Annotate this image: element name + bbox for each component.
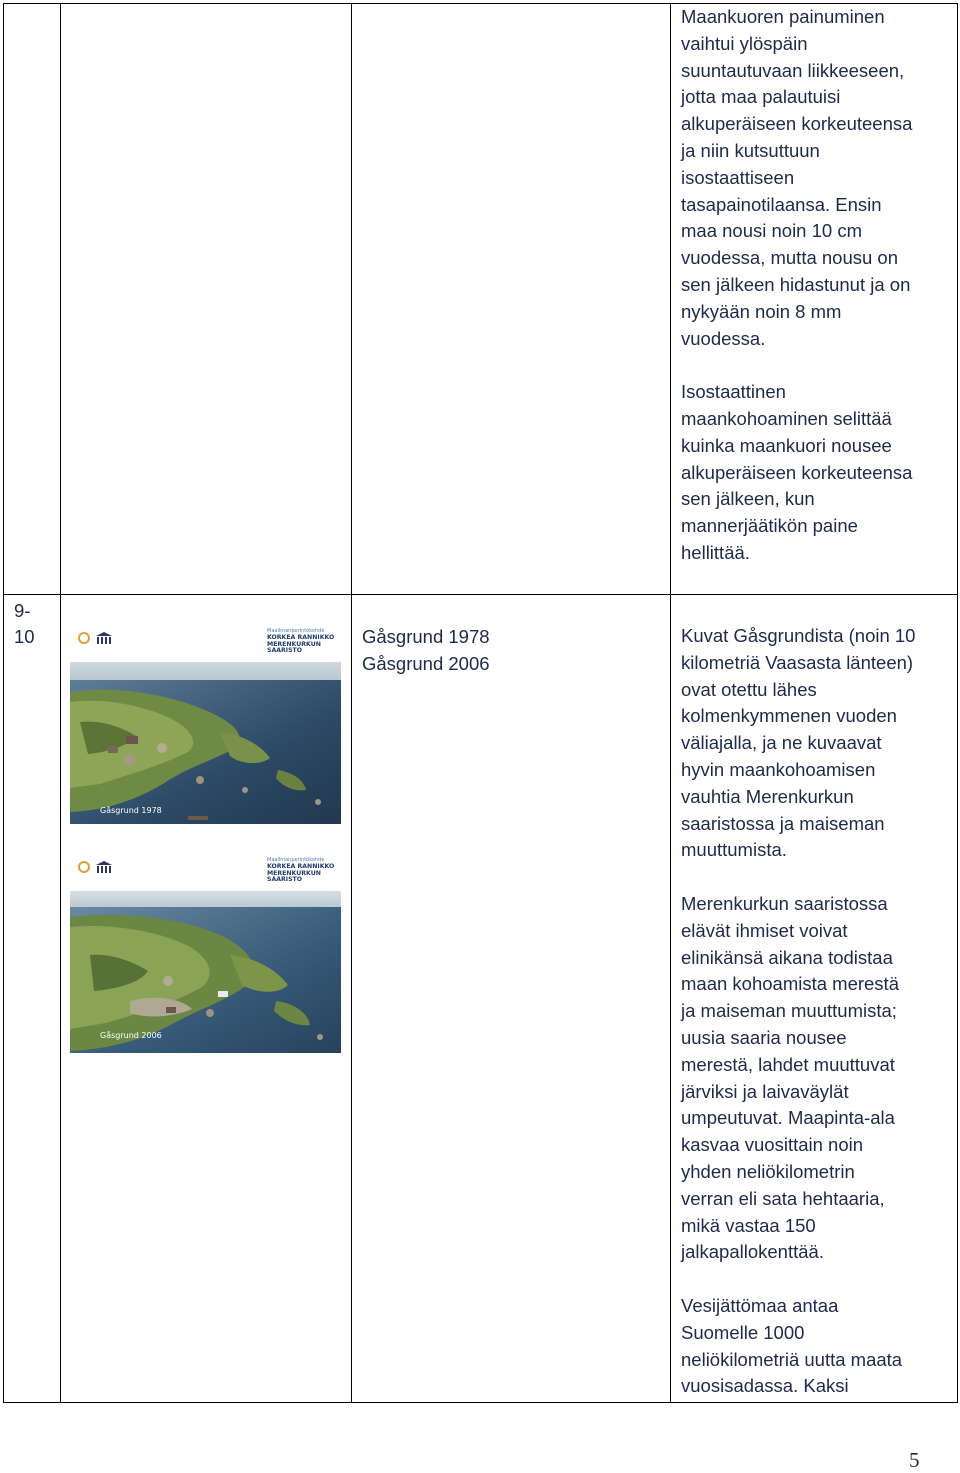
aerial-image-2006 (70, 891, 341, 1053)
unesco-temple-icon (96, 632, 112, 644)
heritage-logos (78, 632, 112, 644)
row-9-10-description (681, 623, 953, 1400)
heritage-logos (78, 861, 112, 873)
aerial-photo (70, 891, 341, 1053)
brand-logo: Maailmanperintökohde KORKEA RANNIKKO MERENKURKUN SAARISTO (267, 628, 335, 655)
table-column-divider-2 (351, 3, 352, 1403)
continued-row-description (681, 4, 951, 567)
world-heritage-icon (78, 861, 90, 873)
caption-2006: Gåsgrund 2006 (362, 653, 490, 674)
photo-gasgrund-1978 (70, 626, 341, 824)
photo-label: Gåsgrund 1978 (100, 806, 162, 815)
world-heritage-icon (78, 632, 90, 644)
table-border-right (957, 3, 958, 1403)
photo-captions (362, 623, 490, 677)
table-row-divider (3, 594, 958, 595)
description-paragraph: Kuvat Gåsgrundista (noin 10 kilometriä Vaasasta länteen) ovat otettu lähes kolmenkymmenen vuoden väliajalla, ja ne kuvaavat hyvin maankohoamisen vauhtia Merenkurkun saaristossa ja maiseman muuttumista. (681, 625, 916, 861)
photo-gasgrund-2006 (70, 855, 341, 1053)
aerial-photo (70, 662, 341, 824)
description-paragraph: Merenkurkun saaristossa elävät ihmiset voivat elinikänsä aikana todistaa maan kohoamista merestä ja maiseman muuttumista; uusia saaria nousee merestä, lahdet muuttuvat järviksi ja laivaväylät umpeutuvat. Maapinta-ala kasvaa vuosittain noin yhden neliökilometrin verran eli sata hehtaaria, mikä vastaa 150 jalkapallokenttää. (681, 892, 899, 1263)
description-paragraph: Maankuoren painuminen vaihtui ylöspäin suuntautuvaan liikkeeseen, jotta maa palautuisi alkuperäiseen korkeuteensa ja niin kutsuttuun isostaattiseen tasapainotilaansa. Ensin maa nousi noin 10 cm vuodessa, mutta nousu on sen jälkeen hidastunut ja on nykyään noin 8 mm vuodessa. (681, 6, 913, 349)
aerial-image-1978 (70, 662, 341, 824)
photo-header (70, 626, 341, 662)
table-border-bottom (3, 1402, 958, 1403)
table-column-divider-3 (670, 3, 671, 1403)
photo-label: Gåsgrund 2006 (100, 1031, 162, 1040)
caption-1978: Gåsgrund 1978 (362, 626, 490, 647)
description-paragraph: Vesijättömaa antaa Suomelle 1000 neliökilometriä uutta maata vuosisadassa. Kaksi (681, 1294, 903, 1397)
table-column-divider-1 (60, 3, 61, 1403)
brand-logo: Maailmanperintökohde KORKEA RANNIKKO MERENKURKUN SAARISTO (267, 857, 335, 884)
page-number: 5 (909, 1448, 920, 1472)
description-paragraph: Isostaattinen maankohoaminen selittää kuinka maankuori nousee alkuperäiseen korkeuteensa sen jälkeen, kun mannerjäätikön paine hellittää. (681, 381, 913, 563)
table-border-left (3, 3, 4, 1403)
unesco-temple-icon (96, 861, 112, 873)
row-number: 9- 10 (14, 600, 35, 647)
photo-header (70, 855, 341, 891)
